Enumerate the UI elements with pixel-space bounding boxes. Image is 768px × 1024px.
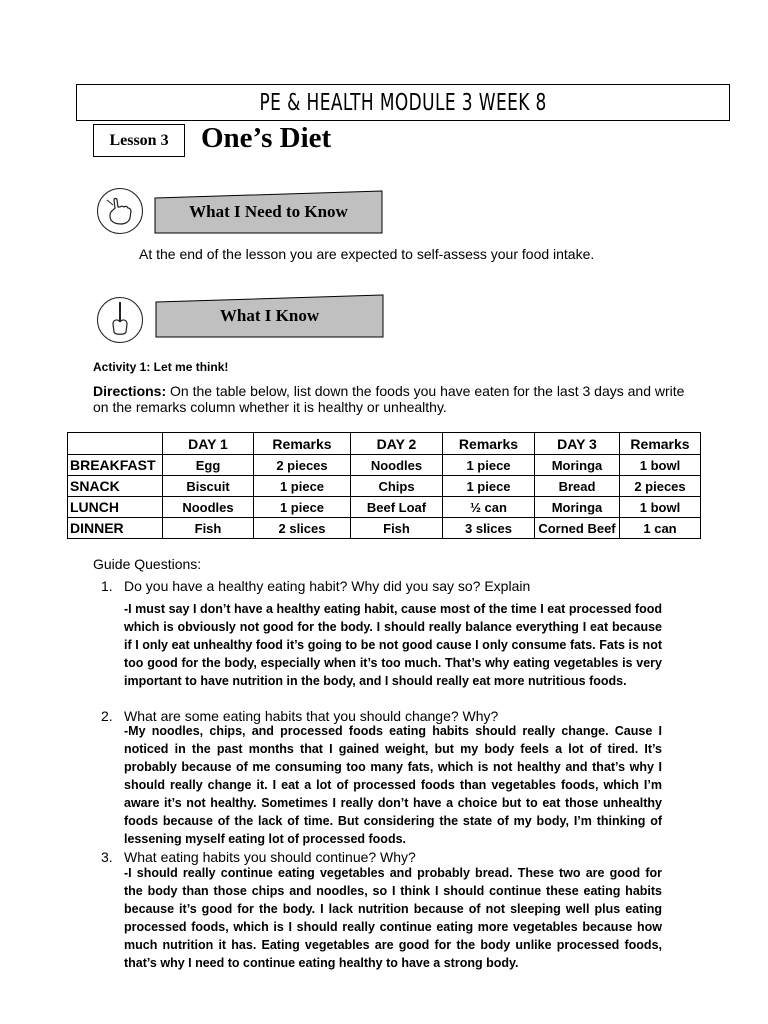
intro-text: At the end of the lesson you are expected to self-assess your food intake. [139, 246, 595, 262]
table-cell: 1 piece [254, 497, 351, 518]
table-header-cell: DAY 3 [535, 433, 620, 455]
lesson-label-box [93, 124, 185, 157]
table-row [68, 497, 701, 518]
table-cell: Noodles [163, 497, 254, 518]
directions-text: On the table below, list down the foods you have eaten for the last 3 days and write on the remarks column whether it is healthy or unhealthy. [93, 383, 685, 415]
question-number: 1. [101, 578, 113, 594]
question-text: What eating habits you should continue? Why? [124, 849, 416, 865]
table-cell: 1 bowl [620, 455, 701, 476]
table-cell: 2 pieces [620, 476, 701, 497]
meal-label: BREAKFAST [68, 455, 163, 476]
table-row [68, 518, 701, 539]
table-cell: Fish [351, 518, 443, 539]
table-row [68, 476, 701, 497]
table-cell: 1 piece [443, 476, 535, 497]
question-number: 3. [101, 849, 113, 865]
module-title-box [76, 84, 730, 121]
question-3 [101, 849, 416, 865]
table-cell: 2 slices [254, 518, 351, 539]
table-header-cell: Remarks [254, 433, 351, 455]
directions [93, 383, 693, 415]
table-cell: Beef Loaf [351, 497, 443, 518]
answer-2: -My noodles, chips, and processed foods eating habits should really change. Cause I noticed in the past months that I gained weight, but my body feels a lot of tired. It’s probably because of me consuming too many fats, which is not healthy and that’s why I should really change it. I eat a lot of processed foods than vegetables foods, which I’m aware it’s not healthy. Sometimes I really don’t have a choice but to eat those unhealthy foods because of the lack of time. But considering the state of my body, I’m thinking of lessening myself eating lot of processed foods. [124, 724, 662, 846]
table-cell: Moringa [535, 455, 620, 476]
activity-title: Activity 1: Let me think! [93, 360, 229, 374]
table-header-cell: Remarks [443, 433, 535, 455]
meal-label: DINNER [68, 518, 163, 539]
table-cell: Biscuit [163, 476, 254, 497]
table-header-cell [68, 433, 163, 455]
table-cell: ½ can [443, 497, 535, 518]
lesson-label: Lesson 3 [109, 131, 169, 149]
question-text: Do you have a healthy eating habit? Why did you say so? Explain [124, 578, 531, 594]
table-cell: 3 slices [443, 518, 535, 539]
table-cell: Noodles [351, 455, 443, 476]
table-cell: 1 can [620, 518, 701, 539]
table-cell: Egg [163, 455, 254, 476]
guide-questions-title: Guide Questions: [93, 556, 202, 572]
directions-label: Directions: [93, 383, 167, 399]
table-cell: 1 piece [443, 455, 535, 476]
table-header-cell: Remarks [620, 433, 701, 455]
table-cell: 2 pieces [254, 455, 351, 476]
hand-pencil-icon [97, 297, 143, 343]
question-1 [101, 578, 530, 594]
answer-3: -I should really continue eating vegetables and probably bread. These two are good for the body than those chips and noodles, so I think I should continue these eating habits because it’s good for the body. I lack nutrition because of not sleeping well plus eating processed foods, which is I should really continue eating more vegetables because how much nutrition it has. Eating vegetables are good for the body unlike processed foods, that’s why I need to continue eating healthy to have a strong body. [124, 866, 662, 970]
table-cell: Fish [163, 518, 254, 539]
question-number: 2. [101, 708, 113, 724]
table-header-row [68, 433, 701, 455]
question-text: What are some eating habits that you should change? Why? [124, 708, 499, 724]
need-to-know-heading: What I Need to Know [189, 202, 348, 221]
table-cell: 1 piece [254, 476, 351, 497]
table-row [68, 455, 701, 476]
need-to-know-banner [154, 190, 383, 234]
meal-label: SNACK [68, 476, 163, 497]
answer-1: -I must say I don’t have a healthy eating habit, cause most of the time I eat processed food which is obviously not good for the body. I should really balance everything I eat because if I only eat unhealthy food it’s going to be not good cause I only consume fats. Fats is not too good for the body, especially when it’s too much. That’s why eating vegetables is very important to have nutrition in the body, and I should really eat more nutritious foods. [124, 602, 662, 688]
lesson-title: One’s Diet [201, 122, 332, 154]
table-header-cell: DAY 2 [351, 433, 443, 455]
hand-pointing-icon [97, 188, 143, 234]
table-cell: Moringa [535, 497, 620, 518]
table-header-cell: DAY 1 [163, 433, 254, 455]
table-cell: Chips [351, 476, 443, 497]
table-cell: Corned Beef [535, 518, 620, 539]
table-cell: Bread [535, 476, 620, 497]
meal-label: LUNCH [68, 497, 163, 518]
food-intake-table [67, 432, 701, 539]
what-i-know-banner [155, 294, 384, 338]
what-i-know-heading: What I Know [219, 306, 320, 325]
module-title: PE & HEALTH MODULE 3 WEEK 8 [259, 89, 547, 116]
table-cell: 1 bowl [620, 497, 701, 518]
